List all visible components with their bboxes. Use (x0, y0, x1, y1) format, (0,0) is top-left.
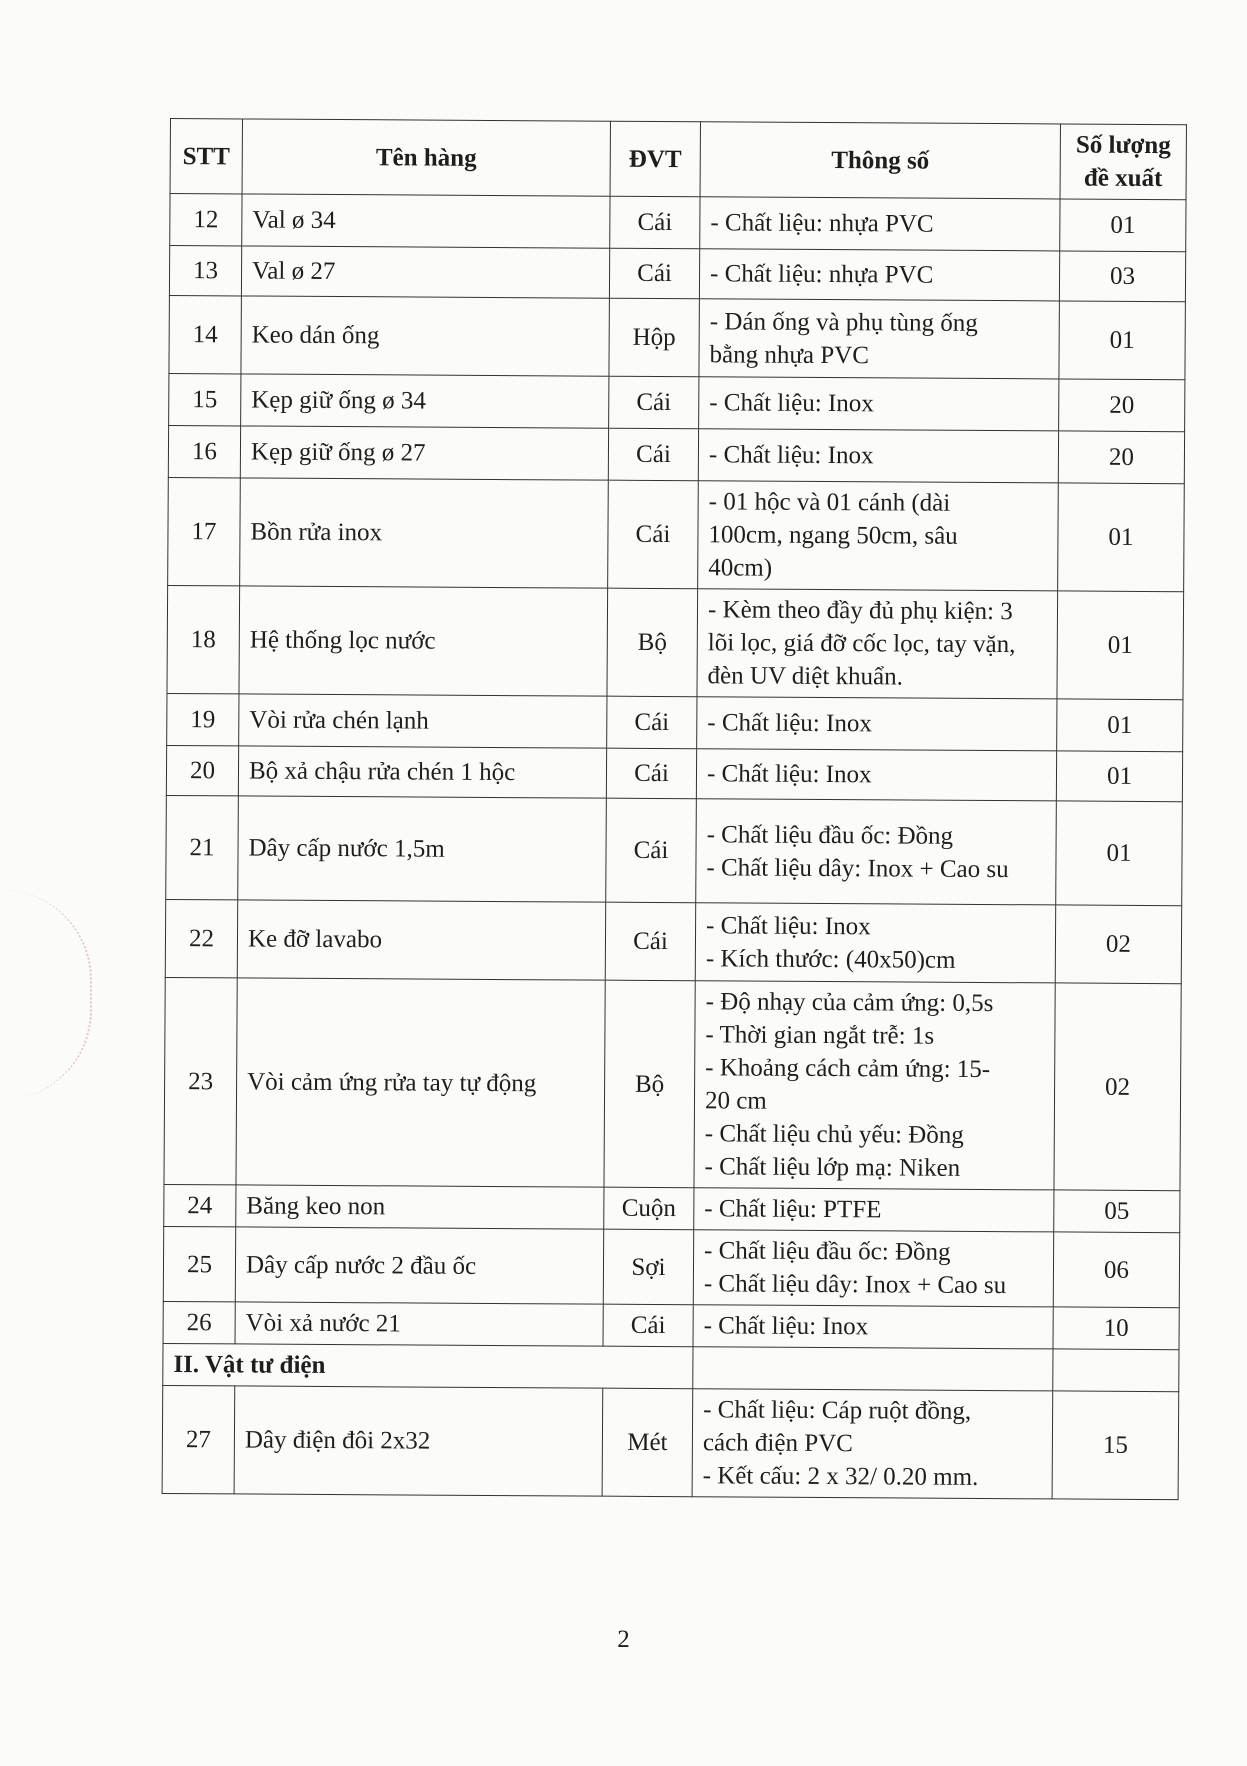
section-row (163, 1343, 1179, 1391)
row-spec (696, 749, 1056, 801)
stamp-edge (0, 890, 92, 1100)
row-qty: 01 (1059, 301, 1185, 380)
row-name: Hệ thống lọc nước (239, 586, 608, 696)
row-stt: 14 (169, 295, 241, 373)
row-qty: 20 (1059, 379, 1185, 432)
spec-line: 20 cm (704, 1087, 767, 1115)
row-unit: Cái (608, 480, 699, 589)
row-unit: Hộp (609, 298, 699, 377)
row-unit: Cái (605, 902, 695, 981)
section-empty-cell (1053, 1349, 1179, 1392)
row-stt: 26 (163, 1301, 235, 1343)
table-row (163, 1226, 1179, 1307)
row-unit: Cái (607, 696, 697, 749)
row-stt: 23 (164, 977, 237, 1184)
row-qty: 15 (1052, 1391, 1179, 1500)
row-stt: 16 (168, 425, 240, 477)
row-stt: 13 (169, 246, 241, 296)
row-stt: 25 (163, 1226, 235, 1301)
page-number: 2 (617, 1626, 630, 1653)
row-spec (698, 429, 1058, 483)
table-row (169, 295, 1185, 379)
row-name: Kẹp giữ ống ø 27 (240, 426, 608, 480)
spec-line: - Chất liệu dây: Inox + Cao su (706, 853, 1009, 883)
row-qty: 01 (1058, 483, 1185, 592)
row-spec (699, 377, 1059, 431)
header-qty-line1: Số lượng (1075, 131, 1171, 160)
table-row (167, 693, 1183, 751)
row-spec (695, 903, 1055, 983)
table-row (168, 425, 1184, 483)
row-name: Dây cấp nước 1,5m (238, 796, 607, 902)
spec-line: - Chất liệu: Inox (705, 911, 871, 940)
row-qty: 06 (1053, 1232, 1179, 1308)
spec-line: - Độ nhạy của cảm ứng: 0,5s (705, 988, 994, 1018)
table-row (164, 977, 1181, 1190)
row-stt: 27 (162, 1385, 235, 1493)
row-name: Vòi cảm ứng rửa tay tự động (236, 978, 605, 1187)
row-spec (693, 1230, 1053, 1307)
row-spec (694, 1188, 1054, 1232)
row-name: Băng keo non (236, 1185, 604, 1229)
row-unit: Cái (606, 748, 696, 799)
row-spec (696, 799, 1057, 905)
table-row (167, 585, 1184, 699)
row-stt: 12 (170, 194, 242, 246)
row-unit: Bộ (607, 588, 698, 697)
table-row (164, 1184, 1180, 1232)
row-unit: Mét (602, 1388, 693, 1497)
row-name: Ke đỡ lavabo (237, 900, 605, 980)
row-spec (693, 1305, 1053, 1349)
header-name: Tên hàng (242, 119, 610, 196)
spec-line: đèn UV diệt khuẩn. (707, 662, 904, 691)
row-unit: Cái (609, 248, 699, 299)
row-spec (694, 981, 1055, 1190)
row-qty: 01 (1056, 751, 1182, 802)
header-unit: ĐVT (610, 121, 700, 197)
spec-line: - Dán ống và phụ tùng ống (709, 307, 978, 337)
spec-line: lõi lọc, giá đỡ cốc lọc, tay vặn, (707, 629, 1016, 659)
row-stt: 20 (166, 745, 238, 795)
spec-line: - Khoảng cách cảm ứng: 15- (705, 1054, 991, 1084)
header-spec: Thông số (700, 122, 1060, 199)
row-stt: 24 (164, 1184, 236, 1226)
table-header-row (170, 119, 1186, 200)
spec-line: - Chất liệu: nhựa PVC (710, 209, 934, 238)
row-name: Vòi rửa chén lạnh (239, 694, 607, 748)
table-row (166, 795, 1183, 905)
row-qty: 05 (1054, 1190, 1180, 1233)
row-unit: Cuộn (604, 1187, 694, 1230)
row-stt: 15 (169, 373, 241, 425)
row-qty: 01 (1060, 199, 1186, 252)
spec-line: - Chất liệu: Inox (706, 760, 872, 789)
row-unit: Cái (609, 376, 699, 429)
row-spec (692, 1389, 1053, 1499)
table-row (163, 1301, 1179, 1349)
spec-line: - Thời gian ngắt trễ: 1s (705, 1021, 935, 1050)
spec-line: - Chất liệu: Inox (703, 1312, 869, 1341)
row-qty: 02 (1055, 905, 1181, 984)
row-stt: 17 (168, 477, 241, 585)
table-row (169, 373, 1185, 431)
row-spec (700, 197, 1060, 251)
row-name: Dây cấp nước 2 đầu ốc (235, 1227, 603, 1304)
row-stt: 22 (165, 899, 237, 977)
spec-line: - Chất liệu: Inox (707, 709, 872, 738)
table-row (166, 745, 1182, 801)
row-name: Bồn rửa inox (240, 478, 609, 588)
row-qty: 02 (1054, 983, 1181, 1191)
spec-line: cách điện PVC (702, 1429, 853, 1458)
spec-line: - Chất liệu lớp mạ: Niken (704, 1153, 961, 1182)
row-unit: Cái (608, 428, 698, 481)
row-name: Val ø 34 (242, 194, 610, 248)
spec-line: 100cm, ngang 50cm, sâu (708, 521, 958, 550)
spec-line: - Chất liệu: Inox (708, 441, 874, 470)
spec-line: - Chất liệu: PTFE (704, 1195, 882, 1224)
row-name: Bộ xả chậu rửa chén 1 hộc (238, 746, 606, 798)
spec-line: - Kèm theo đầy đủ phụ kiện: 3 (707, 596, 1013, 626)
row-qty: 01 (1057, 591, 1184, 700)
table-row (170, 194, 1186, 252)
table-row (162, 1385, 1179, 1499)
header-qty (1060, 124, 1186, 200)
row-stt: 18 (167, 585, 240, 693)
spec-line: - Kết cấu: 2 x 32/ 0.20 mm. (702, 1462, 979, 1491)
table-row (169, 246, 1185, 302)
row-spec (697, 697, 1057, 751)
header-qty-line2: đề xuất (1083, 164, 1163, 193)
row-stt: 21 (166, 795, 239, 899)
row-unit: Cái (603, 1304, 693, 1347)
section-title: II. Vật tư điện (163, 1343, 693, 1388)
spec-line: - 01 hộc và 01 cánh (dài (708, 488, 951, 517)
spec-line: - Chất liệu đầu ốc: Đồng (706, 820, 954, 850)
spec-line: - Chất liệu chủ yếu: Đồng (704, 1120, 964, 1149)
header-stt: STT (170, 119, 242, 194)
spec-line: - Chất liệu: nhựa PVC (709, 260, 934, 289)
row-unit: Sợi (603, 1229, 693, 1305)
row-unit: Cái (606, 798, 697, 903)
row-unit: Cái (610, 196, 700, 249)
row-qty: 01 (1057, 699, 1183, 752)
materials-table (162, 118, 1187, 1500)
spec-line: - Chất liệu: Inox (709, 389, 874, 418)
spec-line: 40cm) (708, 554, 773, 582)
row-spec (698, 481, 1059, 591)
row-name: Keo dán ống (241, 296, 609, 376)
row-name: Val ø 27 (241, 246, 609, 298)
row-name: Kẹp giữ ống ø 34 (241, 374, 609, 428)
row-qty: 01 (1056, 801, 1183, 906)
row-spec (699, 249, 1059, 301)
row-name: Vòi xả nước 21 (235, 1302, 603, 1346)
row-qty: 10 (1053, 1307, 1179, 1350)
section-empty-cell (693, 1347, 1053, 1391)
spec-line: - Kích thước: (40x50)cm (705, 944, 956, 974)
row-qty: 20 (1058, 431, 1184, 484)
row-spec (697, 589, 1058, 699)
row-spec (699, 299, 1059, 379)
row-unit: Bộ (604, 980, 695, 1188)
spec-line: - Chất liệu đầu ốc: Đồng (704, 1237, 951, 1266)
spec-line: bằng nhựa PVC (709, 340, 870, 369)
row-qty: 03 (1059, 251, 1185, 302)
table-row (165, 899, 1181, 983)
spec-line: - Chất liệu: Cáp ruột đồng, (703, 1396, 972, 1425)
table-body (162, 194, 1186, 1500)
row-stt: 19 (167, 693, 239, 745)
row-name: Dây điện đôi 2x32 (234, 1386, 603, 1496)
table-row (168, 477, 1185, 591)
spec-line: - Chất liệu dây: Inox + Cao su (703, 1270, 1007, 1300)
